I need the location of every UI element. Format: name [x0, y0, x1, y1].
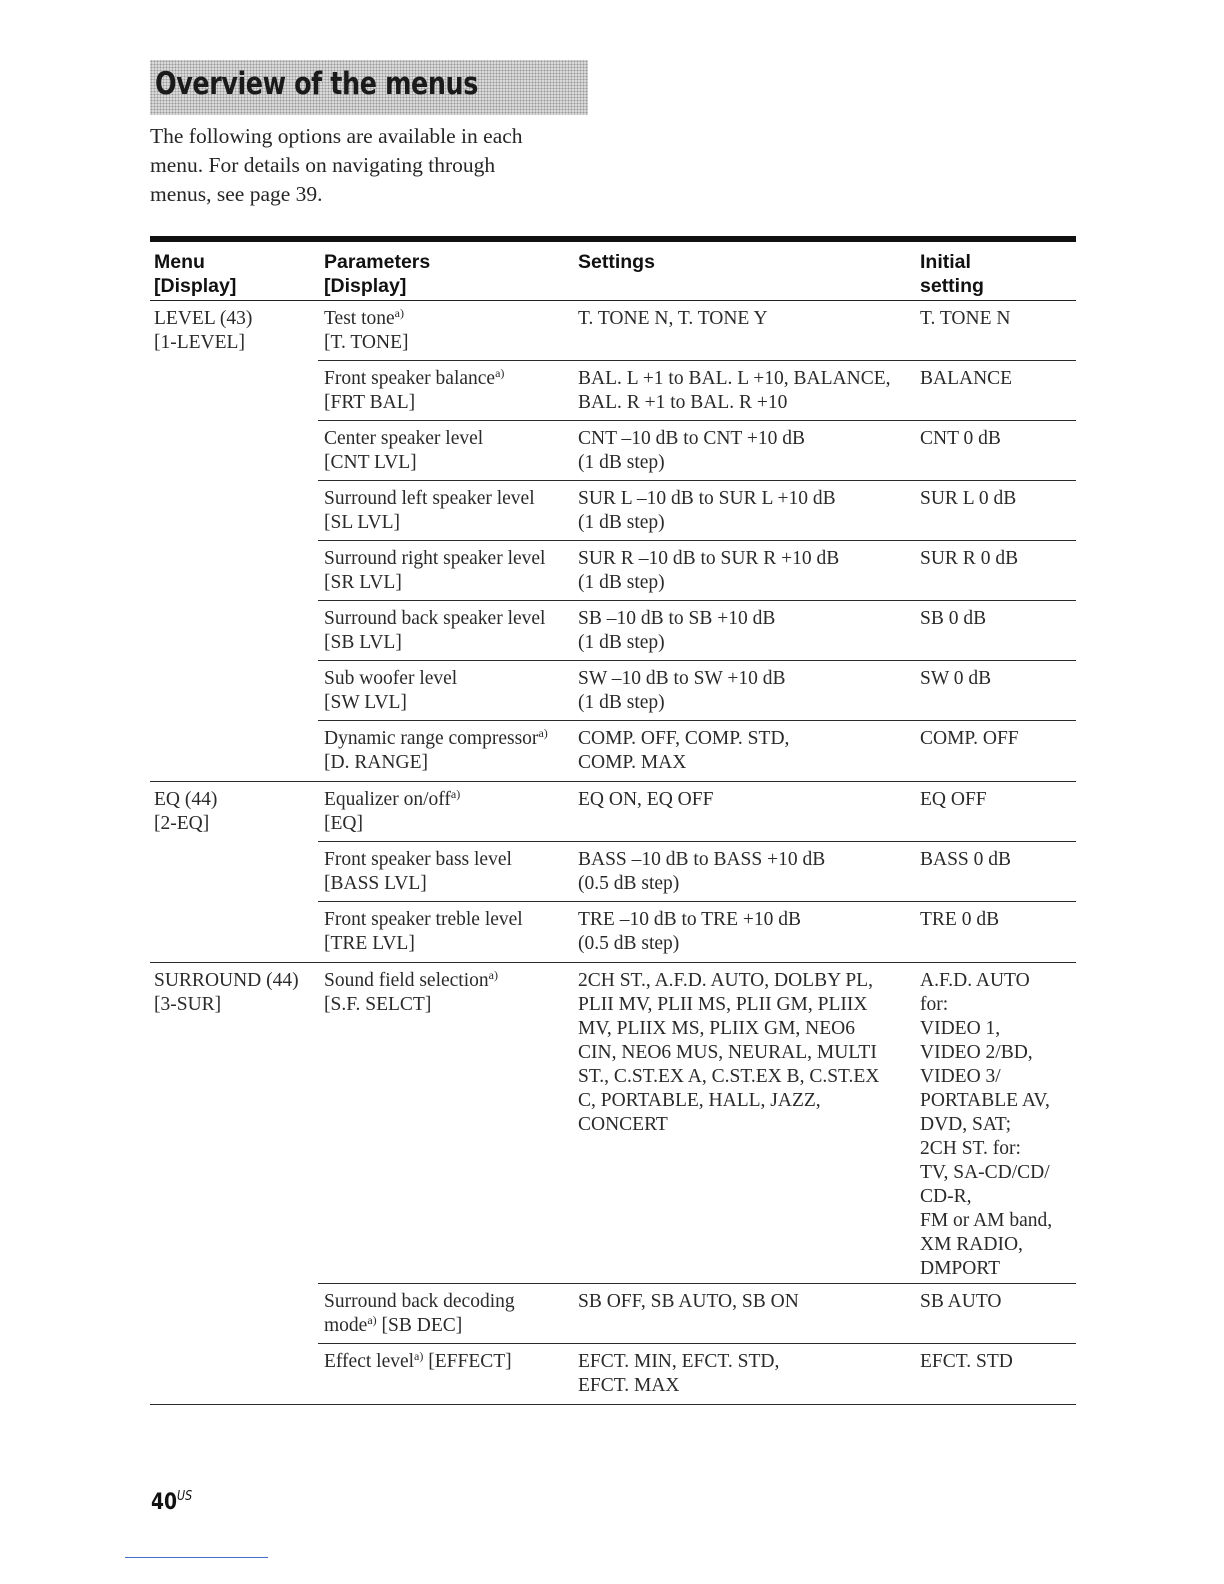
intro-line: menus, see page 39. — [150, 182, 323, 206]
table-row — [318, 1344, 1076, 1404]
table-row — [318, 1284, 1076, 1344]
initial-value: DVD, SAT; — [920, 1114, 1012, 1135]
settings-cell — [578, 1350, 913, 1398]
parameter-name: Surround left speaker level — [324, 488, 535, 509]
table-row — [318, 963, 1076, 1284]
initial-cell — [920, 969, 1080, 1281]
parameter-name: Test tone — [324, 308, 395, 329]
header-menu — [154, 250, 236, 298]
table-row — [318, 361, 1076, 421]
parameter-name: Surround back speaker level — [324, 608, 546, 629]
parameter-cell — [324, 788, 574, 836]
initial-value: VIDEO 3/ — [920, 1066, 1001, 1087]
initial-value: BALANCE — [920, 368, 1013, 389]
parameter-name: Equalizer on/off — [324, 789, 451, 810]
settings-cell — [578, 427, 913, 475]
settings-line: EQ ON, EQ OFF — [578, 789, 714, 810]
menu-overview-table — [150, 236, 1076, 1405]
settings-cell — [578, 788, 913, 812]
parameter-name: Surround back decoding — [324, 1291, 515, 1312]
settings-line: SUR R –10 dB to SUR R +10 dB — [578, 548, 840, 569]
intro-line: menu. For details on navigating through — [150, 153, 496, 177]
footer-rule — [125, 1557, 268, 1558]
settings-line: SB OFF, SB AUTO, SB ON — [578, 1291, 799, 1312]
settings-line: C, PORTABLE, HALL, JAZZ, — [578, 1090, 821, 1111]
parameter-cell — [324, 908, 574, 956]
settings-cell — [578, 547, 913, 595]
initial-value: SUR R 0 dB — [920, 548, 1019, 569]
settings-line: PLII MV, PLII MS, PLII GM, PLIIX — [578, 994, 868, 1015]
parameter-cell — [324, 427, 574, 475]
parameter-cell — [324, 1350, 574, 1374]
menu-group-eq — [150, 782, 1076, 963]
table-row — [318, 421, 1076, 481]
initial-value: XM RADIO, — [920, 1234, 1023, 1255]
initial-cell — [920, 908, 1080, 932]
settings-line: COMP. OFF, COMP. STD, — [578, 728, 790, 749]
initial-cell — [920, 667, 1080, 691]
initial-value: TV, SA-CD/CD/ — [920, 1162, 1050, 1183]
parameter-display: [EFFECT] — [423, 1351, 512, 1372]
settings-cell — [578, 667, 913, 715]
footnote-mark: a) — [495, 366, 505, 380]
table-row — [318, 842, 1076, 902]
parameter-cell — [324, 848, 574, 896]
parameter-cell — [324, 607, 574, 655]
menu-cell — [154, 788, 217, 836]
header-initial — [920, 250, 984, 298]
parameter-name: Front speaker bass level — [324, 849, 512, 870]
parameter-cell — [324, 367, 574, 415]
initial-cell — [920, 1350, 1080, 1374]
initial-value: VIDEO 2/BD, — [920, 1042, 1033, 1063]
header-parameters-label: Parameters — [324, 251, 431, 273]
parameter-name: Front speaker balance — [324, 368, 496, 389]
initial-value: A.F.D. AUTO — [920, 970, 1030, 991]
settings-cell — [578, 607, 913, 655]
table-row — [318, 721, 1076, 781]
header-initial-sublabel: setting — [920, 275, 984, 297]
table-row — [318, 601, 1076, 661]
settings-line: CNT –10 dB to CNT +10 dB — [578, 428, 805, 449]
page-number-value: 40 — [151, 1490, 178, 1515]
page-title: Overview of the menus — [155, 66, 478, 102]
initial-value: 2CH ST. for: — [920, 1138, 1021, 1159]
settings-line: TRE –10 dB to TRE +10 dB — [578, 909, 801, 930]
intro-line: The following options are available in each — [150, 124, 523, 148]
table-row — [318, 541, 1076, 601]
settings-line: (0.5 dB step) — [578, 933, 680, 954]
menu-name: LEVEL (43) — [154, 308, 253, 329]
footnote-mark: a) — [414, 1349, 424, 1363]
settings-cell — [578, 487, 913, 535]
parameter-display: [TRE LVL] — [324, 933, 415, 954]
parameter-name: Front speaker treble level — [324, 909, 523, 930]
settings-line: COMP. MAX — [578, 752, 687, 773]
table-row — [318, 661, 1076, 721]
parameter-display: [SB DEC] — [376, 1315, 463, 1336]
settings-line: EFCT. MAX — [578, 1375, 680, 1396]
parameter-name: Sound field selection — [324, 970, 489, 991]
header-initial-label: Initial — [920, 251, 971, 273]
menu-display: [1-LEVEL] — [154, 332, 245, 353]
parameter-cell — [324, 547, 574, 595]
parameter-display: [BASS LVL] — [324, 873, 427, 894]
initial-cell — [920, 487, 1080, 511]
parameter-name: Effect level — [324, 1351, 415, 1372]
settings-line: BASS –10 dB to BASS +10 dB — [578, 849, 826, 870]
initial-value: SB 0 dB — [920, 608, 987, 629]
menu-display: [3-SUR] — [154, 994, 222, 1015]
initial-value: SW 0 dB — [920, 668, 992, 689]
menu-cell — [154, 969, 299, 1017]
parameter-name: Sub woofer level — [324, 668, 458, 689]
settings-line: (0.5 dB step) — [578, 873, 680, 894]
initial-cell — [920, 547, 1080, 571]
settings-line: SB –10 dB to SB +10 dB — [578, 608, 776, 629]
initial-cell — [920, 848, 1080, 872]
menu-name: EQ (44) — [154, 789, 218, 810]
table-row — [318, 902, 1076, 962]
parameter-name-cont: mode — [324, 1315, 368, 1336]
initial-value: FM or AM band, — [920, 1210, 1053, 1231]
initial-cell — [920, 427, 1080, 451]
settings-line: SW –10 dB to SW +10 dB — [578, 668, 786, 689]
settings-line: EFCT. MIN, EFCT. STD, — [578, 1351, 780, 1372]
header-parameters-sublabel: [Display] — [324, 275, 407, 297]
initial-cell — [920, 367, 1080, 391]
header-settings — [578, 250, 655, 274]
parameter-cell — [324, 1290, 574, 1338]
settings-cell — [578, 908, 913, 956]
parameter-display: [SW LVL] — [324, 692, 407, 713]
settings-line: CIN, NEO6 MUS, NEURAL, MULTI — [578, 1042, 877, 1063]
initial-value: BASS 0 dB — [920, 849, 1012, 870]
footnote-mark: a) — [538, 726, 548, 740]
parameter-display: [T. TONE] — [324, 332, 409, 353]
initial-value: CD-R, — [920, 1186, 972, 1207]
settings-line: BAL. L +1 to BAL. L +10, BALANCE, — [578, 368, 891, 389]
initial-value: COMP. OFF — [920, 728, 1019, 749]
parameter-cell — [324, 667, 574, 715]
table-row — [318, 301, 1076, 361]
footnote-mark: a) — [488, 968, 498, 982]
footnote-mark: a) — [394, 306, 404, 320]
header-menu-label: Menu — [154, 251, 205, 273]
menu-name: SURROUND (44) — [154, 970, 299, 991]
initial-value: CNT 0 dB — [920, 428, 1001, 449]
parameter-display: [FRT BAL] — [324, 392, 416, 413]
initial-value: SB AUTO — [920, 1291, 1002, 1312]
initial-value: T. TONE N — [920, 308, 1011, 329]
table-row — [318, 481, 1076, 541]
menu-group-surround — [150, 963, 1076, 1405]
settings-line: MV, PLIIX MS, PLIIX GM, NEO6 — [578, 1018, 855, 1039]
initial-value: EFCT. STD — [920, 1351, 1013, 1372]
settings-line: (1 dB step) — [578, 572, 665, 593]
parameter-display: [CNT LVL] — [324, 452, 417, 473]
settings-line: (1 dB step) — [578, 692, 665, 713]
initial-value: TRE 0 dB — [920, 909, 1000, 930]
settings-cell — [578, 307, 913, 331]
settings-line: ST., C.ST.EX A, C.ST.EX B, C.ST.EX — [578, 1066, 880, 1087]
page-region: US — [177, 1489, 193, 1504]
parameter-name: Center speaker level — [324, 428, 484, 449]
header-settings-label: Settings — [578, 251, 655, 273]
section-banner — [150, 60, 588, 115]
parameter-display: [S.F. SELCT] — [324, 994, 432, 1015]
table-row — [318, 782, 1076, 842]
header-parameters — [324, 250, 430, 298]
settings-line: T. TONE N, T. TONE Y — [578, 308, 768, 329]
initial-cell — [920, 1290, 1080, 1314]
settings-line: (1 dB step) — [578, 452, 665, 473]
footnote-mark: a) — [367, 1313, 377, 1327]
settings-line: BAL. R +1 to BAL. R +10 — [578, 392, 788, 413]
settings-cell — [578, 848, 913, 896]
initial-value: for: — [920, 994, 949, 1015]
parameter-display: [SR LVL] — [324, 572, 402, 593]
parameter-display: [SB LVL] — [324, 632, 402, 653]
initial-value: DMPORT — [920, 1258, 1001, 1279]
page-number — [151, 1490, 192, 1515]
table-header — [150, 236, 1076, 301]
settings-line: (1 dB step) — [578, 632, 665, 653]
settings-line: 2CH ST., A.F.D. AUTO, DOLBY PL, — [578, 970, 873, 991]
footnote-mark: a) — [450, 787, 461, 801]
parameter-cell — [324, 307, 574, 355]
parameter-cell — [324, 969, 574, 1017]
menu-group-level — [150, 301, 1076, 782]
initial-value: SUR L 0 dB — [920, 488, 1017, 509]
settings-line: CONCERT — [578, 1114, 668, 1135]
initial-value: PORTABLE AV, — [920, 1090, 1050, 1111]
settings-cell — [578, 969, 913, 1137]
parameter-cell — [324, 727, 574, 775]
parameter-name: Dynamic range compressor — [324, 728, 539, 749]
initial-cell — [920, 727, 1080, 751]
settings-line: (1 dB step) — [578, 512, 665, 533]
menu-display: [2-EQ] — [154, 813, 210, 834]
initial-cell — [920, 307, 1080, 331]
parameter-display: [EQ] — [324, 813, 363, 834]
intro-paragraph — [150, 122, 580, 209]
parameter-cell — [324, 487, 574, 535]
initial-cell — [920, 607, 1080, 631]
parameter-name: Surround right speaker level — [324, 548, 546, 569]
menu-cell — [154, 307, 252, 355]
parameter-display: [SL LVL] — [324, 512, 401, 533]
initial-value: VIDEO 1, — [920, 1018, 1001, 1039]
settings-cell — [578, 367, 913, 415]
settings-cell — [578, 727, 913, 775]
initial-value: EQ OFF — [920, 789, 987, 810]
settings-line: SUR L –10 dB to SUR L +10 dB — [578, 488, 836, 509]
settings-cell — [578, 1290, 913, 1314]
parameter-display: [D. RANGE] — [324, 752, 428, 773]
initial-cell — [920, 788, 1080, 812]
header-menu-sublabel: [Display] — [154, 275, 237, 297]
